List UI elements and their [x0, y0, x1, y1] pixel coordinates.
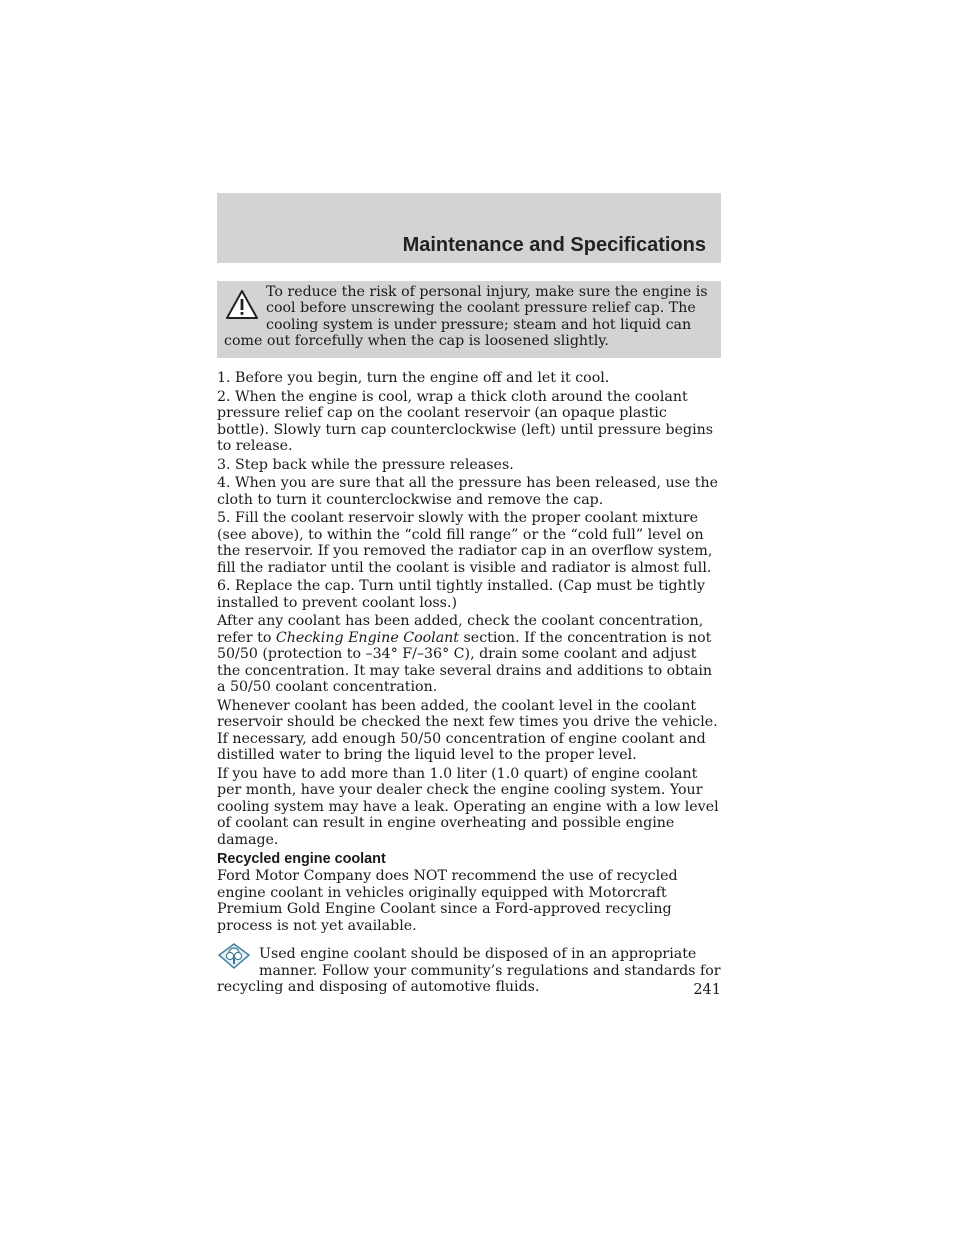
step-1: 1. Before you begin, turn the engine off and let it cool. [217, 370, 610, 386]
section-title: Maintenance and Specifications [402, 234, 706, 256]
main-content [217, 370, 723, 998]
coolant-level-paragraph: Whenever coolant has been added, the coolant level in the coolant reservoir should be checked the next few times you drive the vehicle. If necessary, add enough 50/50 concentration of engine coolant and distilled water to bring the liquid level to the proper level. [217, 697, 718, 763]
warning-text: To reduce the risk of personal injury, make sure the engine is cool before unscrewing the coolant pressure relief cap. The cooling system is under pressure; steam and hot liquid can come out forcefully when the cap is loosened slightly. [224, 284, 708, 350]
checking-engine-coolant-reference: Checking Engine Coolant [275, 629, 460, 646]
step-5: 5. Fill the coolant reservoir slowly with the proper coolant mixture (see above), to within the “cold fill range” or the “cold full” level on the reservoir. If you removed the radiator cap in an overflow system, fill the radiator until the coolant is visible and radiator is almost full. [217, 510, 713, 576]
step-3: 3. Step back while the pressure releases. [217, 456, 514, 473]
concentration-text-end: section. If the concentration is not 50/50 (protection to –34° F/–36° C), drain some coolant and adjust the concentration. It may take several drains and additions to obtain a 50/50 coolant concentration. [217, 629, 713, 695]
concentration-paragraph [217, 613, 723, 696]
coolant-leak-paragraph: If you have to add more than 1.0 liter (1.0 quart) of engine coolant per month, have your dealer check the engine cooling system. Your cooling system may have a leak. Operating an engine with a low level of coolant can result in engine overheating and possible engine damage. [217, 765, 719, 848]
recycled-coolant-heading: Recycled engine coolant [217, 851, 386, 867]
recycled-coolant-paragraph: Ford Motor Company does NOT recommend the use of recycled engine coolant in vehicles originally equipped with Motorcraft Premium Gold Engine Coolant since a Ford-approved recycling process is not yet available. [217, 868, 678, 934]
concentration-text-start: After any coolant has been added, check the coolant concentration, refer to [217, 613, 704, 646]
environment-tree-icon [217, 943, 251, 971]
warning-box [217, 281, 721, 358]
step-6: 6. Replace the cap. Turn until tightly installed. (Cap must be tightly installed to prevent coolant loss.) [217, 578, 706, 611]
step-2: 2. When the engine is cool, wrap a thick cloth around the coolant pressure relief cap on the coolant reservoir (an opaque plastic bottle). Slowly turn cap counterclockwise (left) until pressure begins to release. [217, 388, 714, 454]
section-header-band [217, 193, 721, 263]
warning-triangle-icon [224, 288, 260, 322]
page-number: 241 [693, 982, 721, 998]
step-4: 4. When you are sure that all the pressure has been released, use the cloth to turn it counterclockwise and remove the cap. [217, 475, 719, 508]
environment-text: Used engine coolant should be disposed of in an appropriate manner. Follow your community’s regulations and standards for recycling and disposing of automotive fluids. [217, 946, 721, 995]
